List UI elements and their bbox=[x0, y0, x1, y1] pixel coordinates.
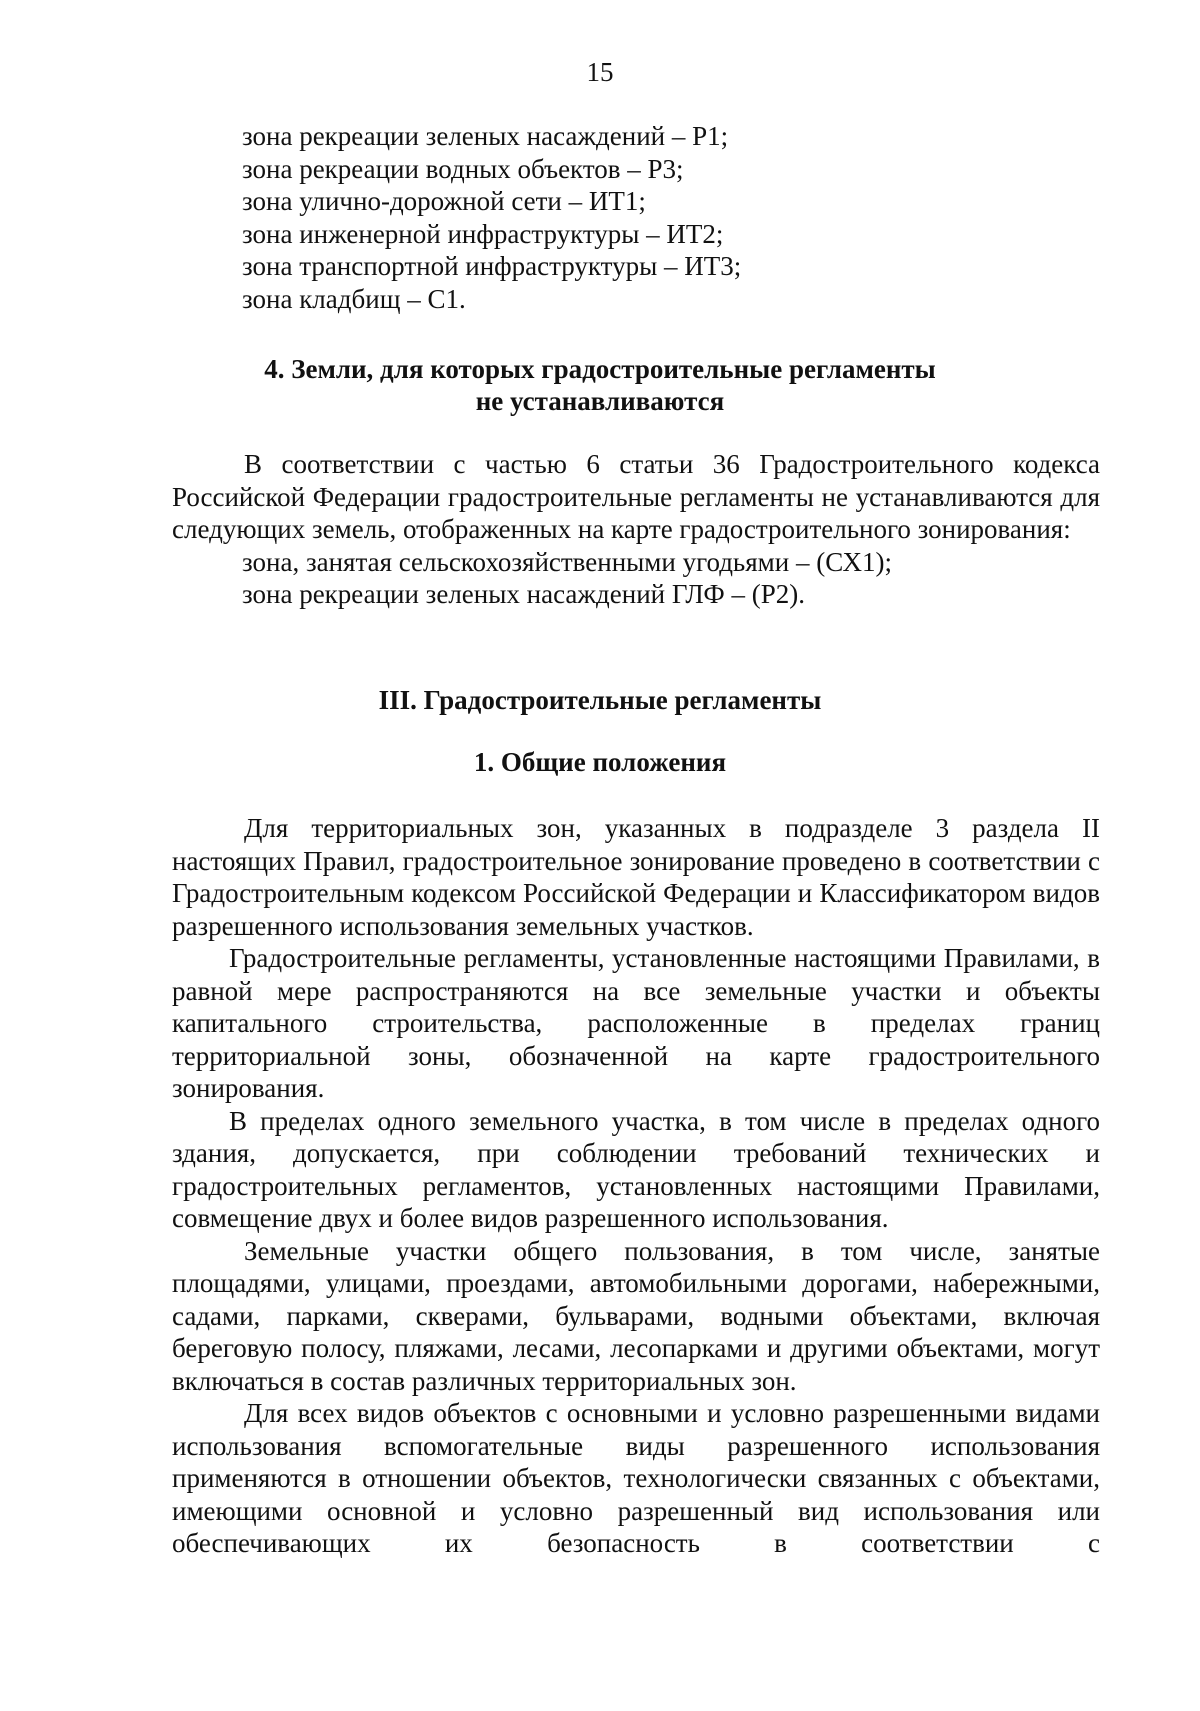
subsection-1-heading: 1. Общие положения bbox=[473, 747, 727, 777]
paragraph: Градостроительные регламенты, установленные настоящими Правилами, в равной мере распространяются на все земельные участки и объекты капитального строительства, расположенные в пределах границ территориальной зоны, обозначенной на карте градостроительного зонирования. bbox=[172, 943, 1100, 1103]
subsection-1-body bbox=[172, 812, 1100, 1560]
section-4-heading-line1: 4. Земли, для которых градостроительные регламенты bbox=[264, 354, 936, 384]
section-4-paragraph: В соответствии с частью 6 статьи 36 Градостроительного кодекса Российской Федерации градостроительные регламенты не устанавливаются для следующих земель, отображенных на карте градостроительного зонирования: bbox=[172, 449, 1100, 544]
list-item: зона улично-дорожной сети – ИТ1; bbox=[242, 186, 646, 216]
section-iii-heading: III. Градостроительные регламенты bbox=[378, 685, 822, 715]
list-item: зона рекреации зеленых насаждений – Р1; bbox=[242, 121, 729, 151]
paragraph: Для территориальных зон, указанных в подразделе 3 раздела II настоящих Правил, градостроительное зонирование проведено в соответствии с Градостроительным кодексом Российской Федерации и Классификатором видов разрешенного использования земельных участков. bbox=[172, 813, 1100, 941]
list-item: зона рекреации зеленых насаждений ГЛФ – (Р2). bbox=[242, 579, 805, 609]
section-4-heading-line2: не устанавливаются bbox=[475, 386, 725, 416]
section-4-body bbox=[172, 448, 1100, 611]
list-item: зона, занятая сельскохозяйственными угодьями – (СХ1); bbox=[242, 546, 892, 577]
list-item: зона транспортной инфраструктуры – ИТ3; bbox=[242, 251, 742, 281]
paragraph: Земельные участки общего пользования, в том числе, занятые площадями, улицами, проездами, автомобильными дорогами, набережными, садами, парками, скверами, бульварами, водными объектами, включая береговую полосу, пляжами, лесами, лесопарками и другими объектами, могут включаться в состав различных территориальных зон. bbox=[172, 1235, 1100, 1396]
list-item: зона рекреации водных объектов – Р3; bbox=[242, 153, 684, 184]
paragraph: В пределах одного земельного участка, в том числе в пределах одного здания, допускается, при соблюдении требований технических и градостроительных регламентов, установленных настоящими Правилами, совмещение двух и более видов разрешенного использования. bbox=[172, 1105, 1100, 1233]
list-item: зона кладбищ – С1. bbox=[242, 283, 466, 314]
page-number: 15 bbox=[586, 57, 614, 87]
section-4-heading bbox=[0, 353, 1200, 417]
list-item: зона инженерной инфраструктуры – ИТ2; bbox=[242, 218, 724, 249]
zones-list bbox=[172, 120, 1100, 315]
paragraph: Для всех видов объектов с основными и условно разрешенными видами использования вспомогательные виды разрешенного использования применяются в отношении объектов, технологически связанных с объектами, имеющими основной и условно разрешенный вид использования или обеспечивающих их безопасность в соответствии с bbox=[172, 1398, 1100, 1558]
